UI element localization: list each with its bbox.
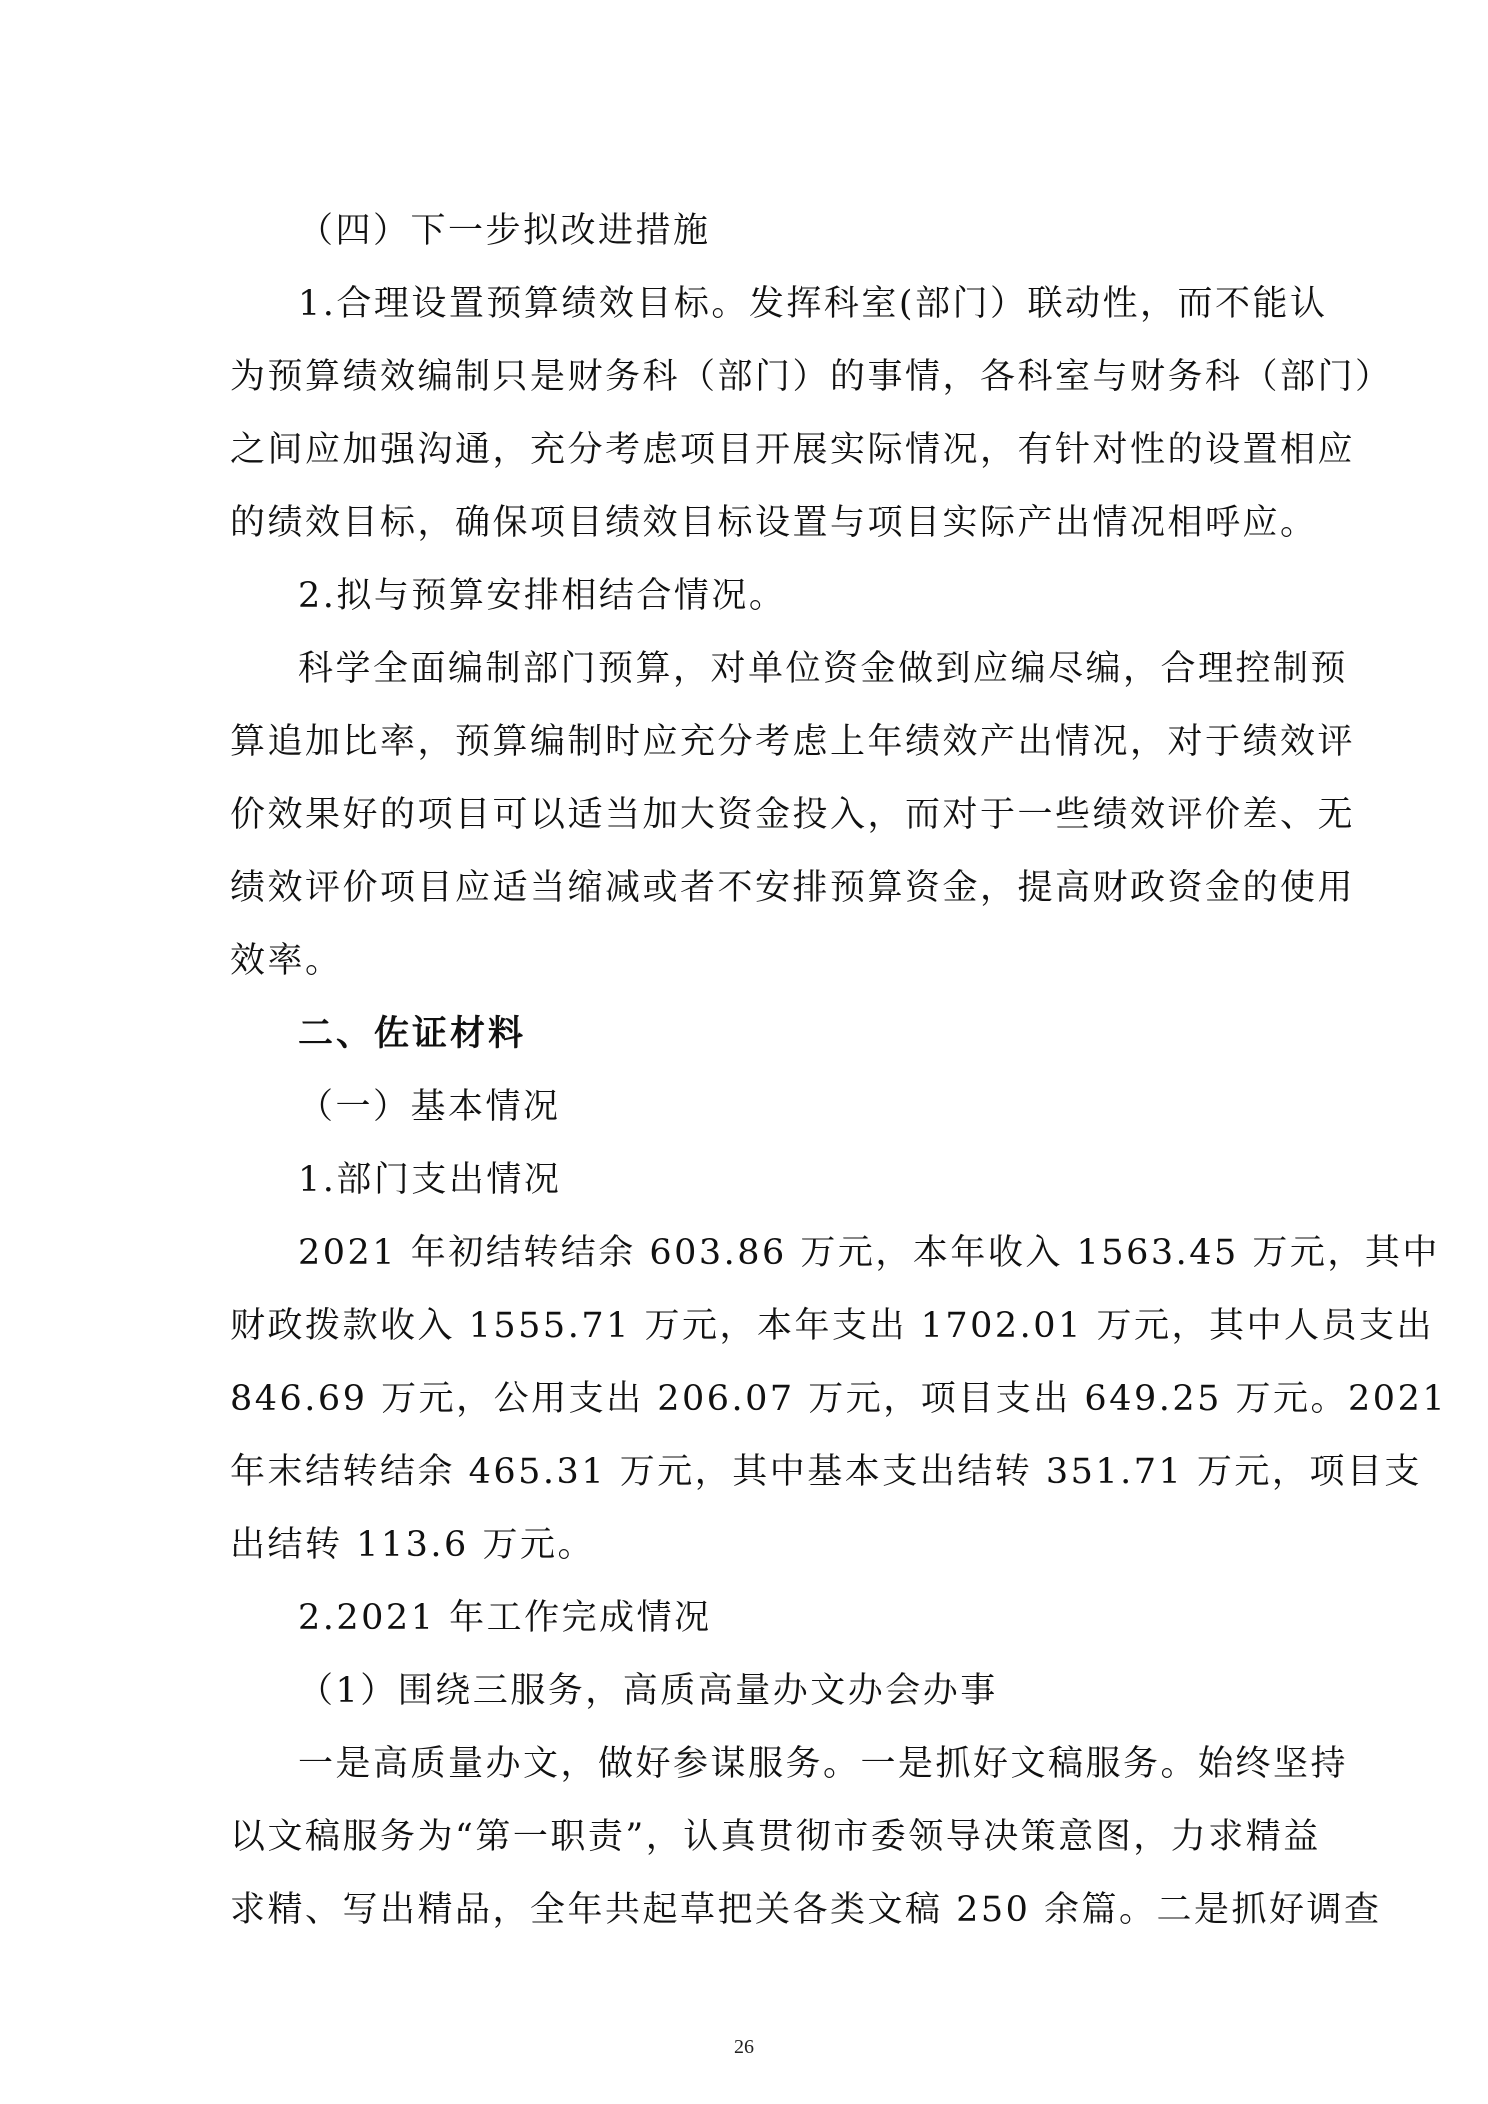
paragraph-line: 求精、写出精品，全年共起草把关各类文稿 250 余篇。二是抓好调查	[230, 1890, 1382, 1930]
subheading-expenditure: 1.部门支出情况	[298, 1160, 562, 1200]
paragraph-line: 绩效评价项目应适当缩减或者不安排预算资金，提高财政资金的使用	[230, 868, 1356, 908]
document-body	[230, 195, 1448, 1947]
subheading-basic-info: （一）基本情况	[298, 1087, 561, 1127]
paragraph-line: 以文稿服务为“第一职责”，认真贯彻市委领导决策意图，力求精益	[230, 1817, 1321, 1857]
paragraph-line: 效率。	[230, 941, 343, 981]
subheading-next-steps: （四）下一步拟改进措施	[298, 211, 711, 251]
paragraph-line: 之间应加强沟通，充分考虑项目开展实际情况，有针对性的设置相应	[230, 430, 1356, 470]
paragraph-line: 的绩效目标，确保项目绩效目标设置与项目实际产出情况相呼应。	[230, 503, 1318, 543]
paragraph-line: 846.69 万元，公用支出 206.07 万元，项目支出 649.25 万元。2021	[230, 1379, 1448, 1419]
paragraph-line: 价效果好的项目可以适当加大资金投入，而对于一些绩效评价差、无	[230, 795, 1356, 835]
paragraph-line: 算追加比率，预算编制时应充分考虑上年绩效产出情况，对于绩效评	[230, 722, 1356, 762]
paragraph-line: 出结转 113.6 万元。	[230, 1525, 595, 1565]
paragraph-line: 财政拨款收入 1555.71 万元，本年支出 1702.01 万元，其中人员支出	[230, 1306, 1434, 1346]
paragraph-line: 科学全面编制部门预算，对单位资金做到应编尽编，合理控制预	[298, 649, 1349, 689]
subheading-work-completion: 2.2021 年工作完成情况	[298, 1598, 712, 1638]
paragraph-line: 为预算绩效编制只是财务科（部门）的事情，各科室与财务科（部门）	[230, 357, 1393, 397]
section-heading: 二、佐证材料	[298, 1014, 527, 1054]
paragraph-line: 2.拟与预算安排相结合情况。	[298, 576, 787, 616]
paragraph-line: 2021 年初结转结余 603.86 万元，本年收入 1563.45 万元，其中	[298, 1233, 1440, 1273]
paragraph-line: 1.合理设置预算绩效目标。发挥科室(部门）联动性，而不能认	[298, 284, 1328, 324]
paragraph-line: 一是高质量办文，做好参谋服务。一是抓好文稿服务。始终坚持	[298, 1744, 1349, 1784]
paragraph-line: 年末结转结余 465.31 万元，其中基本支出结转 351.71 万元，项目支	[230, 1452, 1422, 1492]
subheading-three-services: （1）围绕三服务，高质高量办文办会办事	[298, 1671, 998, 1711]
page-number: 26	[734, 2036, 754, 2058]
